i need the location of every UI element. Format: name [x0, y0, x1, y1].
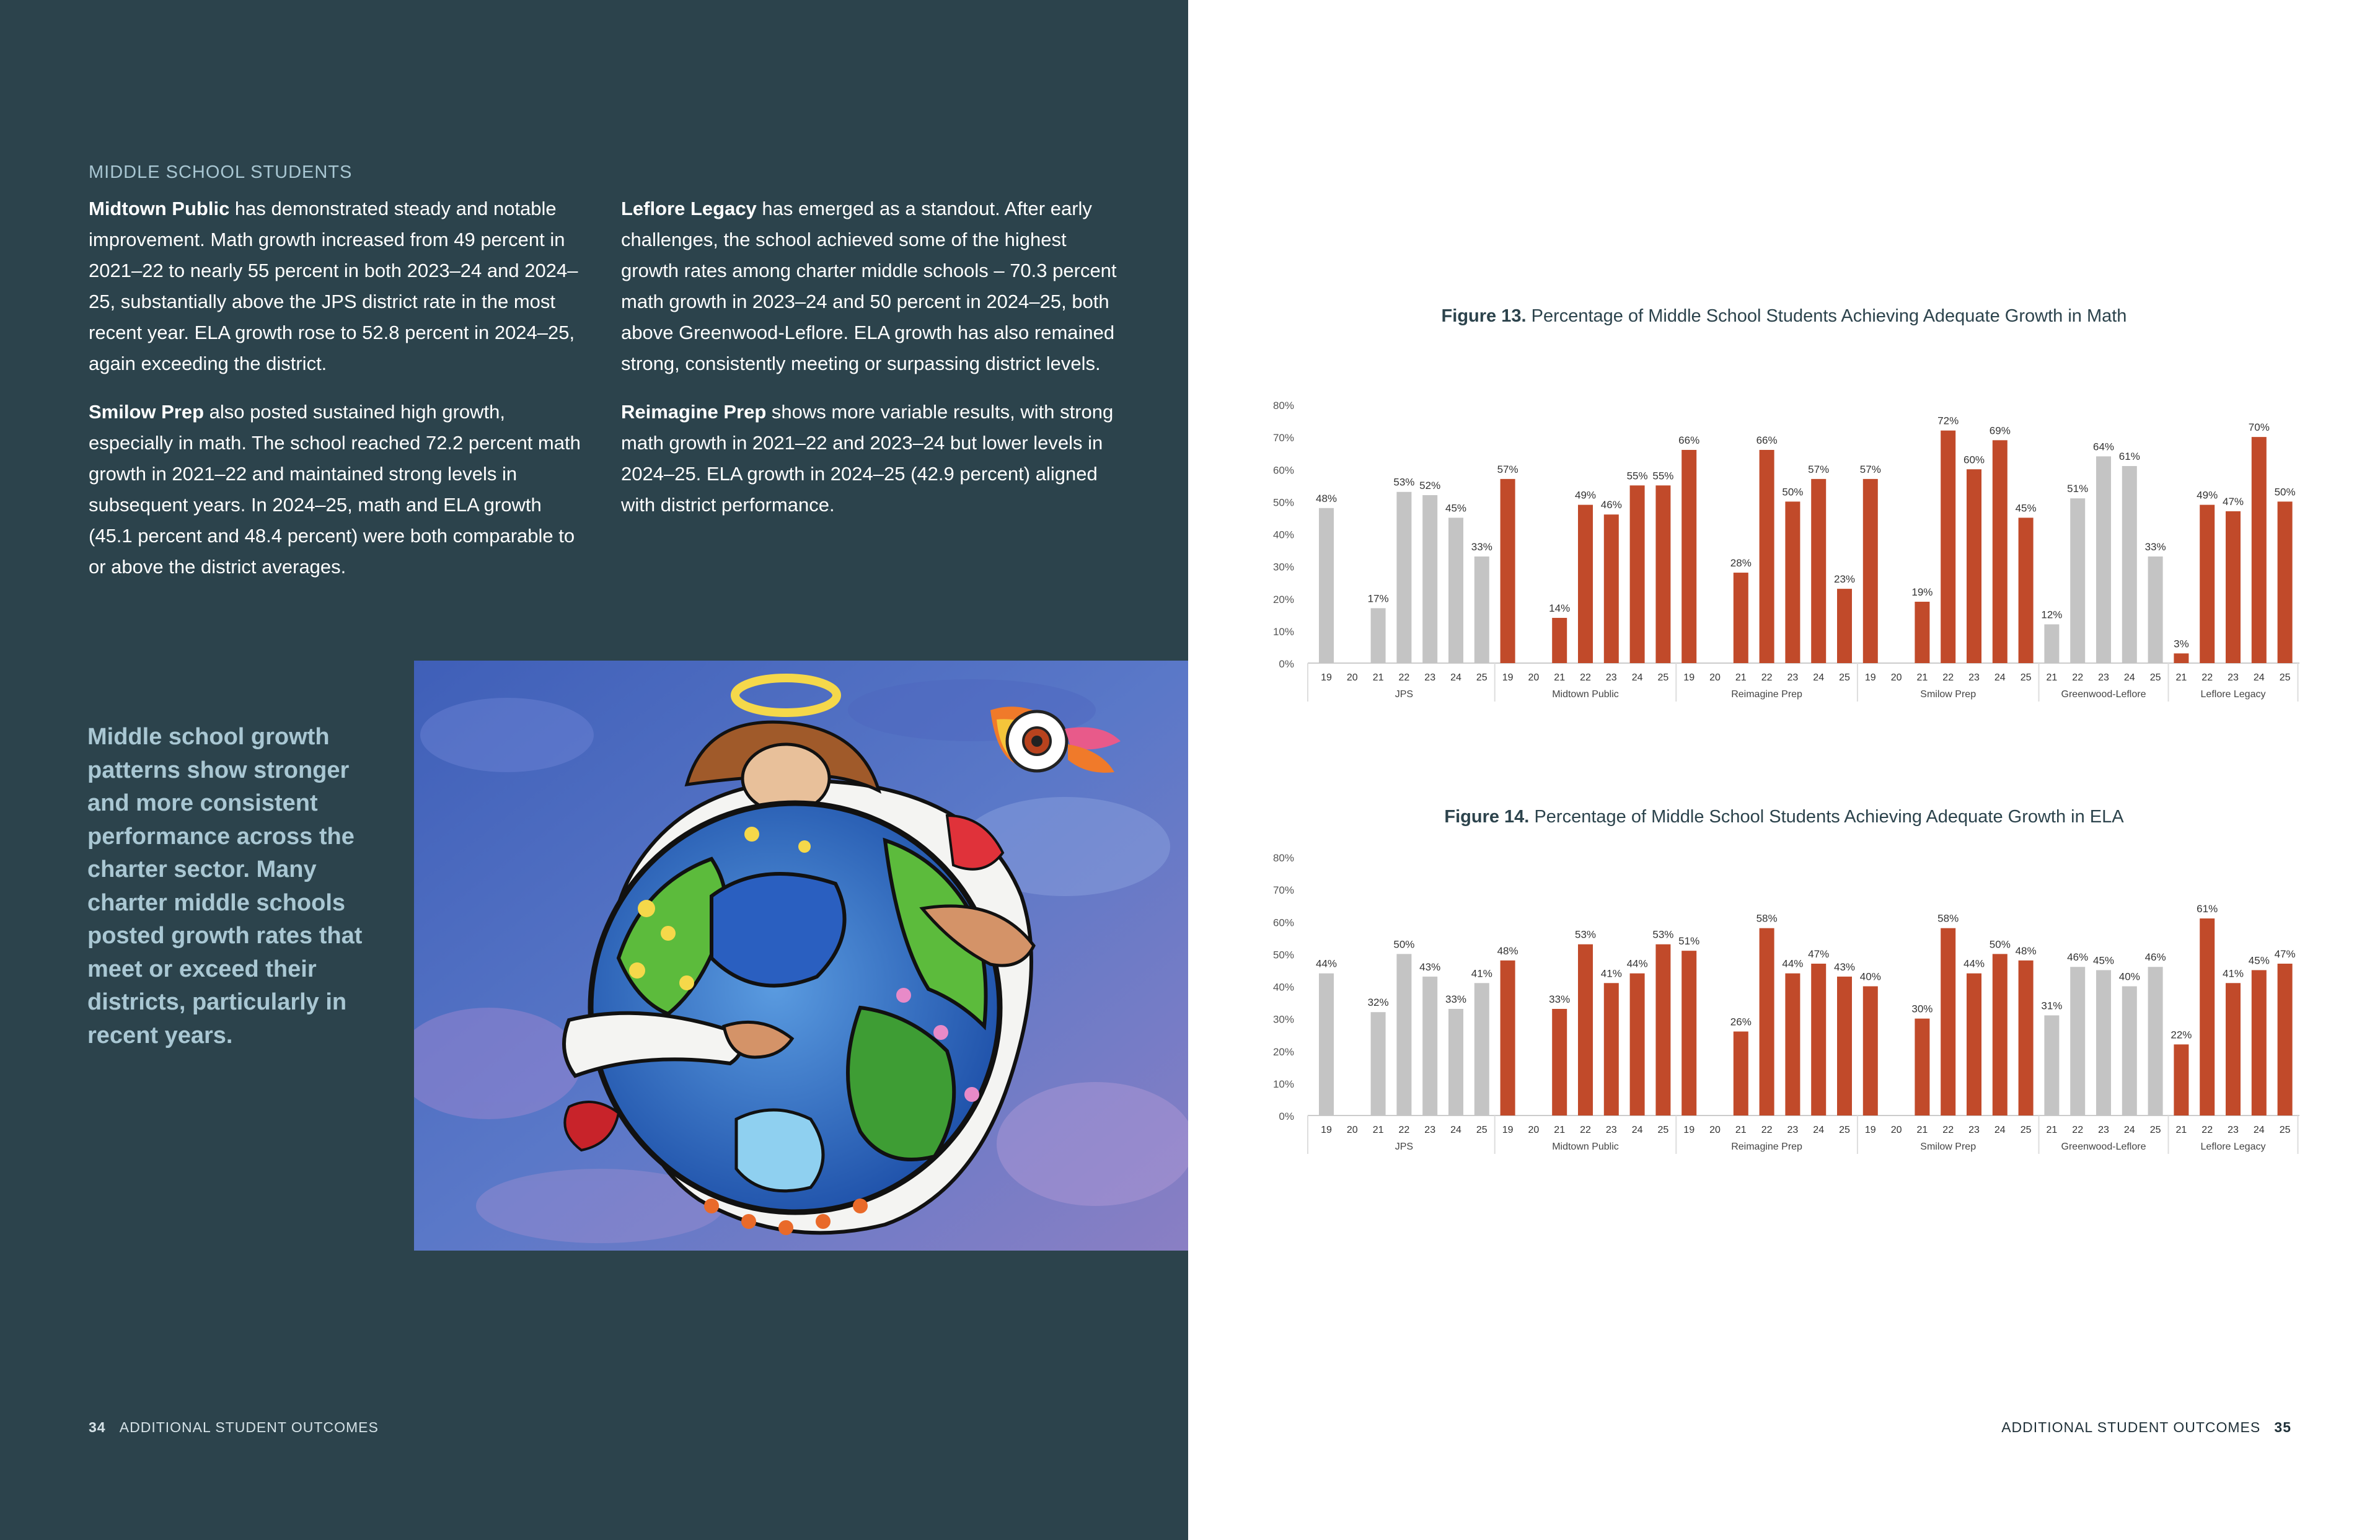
- y-tick-label: 40%: [1272, 529, 1294, 541]
- y-tick-label: 20%: [1272, 1045, 1294, 1058]
- x-tick-label: 21: [1372, 672, 1384, 683]
- x-tick-label: 24: [1994, 672, 2006, 683]
- text-column-right: [621, 193, 1117, 538]
- footer-left: [89, 1419, 379, 1436]
- bar: [1655, 944, 1670, 1115]
- x-tick-label: 20: [1890, 672, 1902, 683]
- bar: [1422, 495, 1437, 663]
- x-tick-label: 22: [2202, 672, 2213, 683]
- x-tick-label: 24: [1450, 672, 1461, 683]
- school-name: Reimagine Prep: [621, 401, 767, 423]
- y-tick-label: 40%: [1272, 981, 1294, 993]
- bar: [2122, 987, 2137, 1116]
- data-label: 33%: [1549, 993, 1571, 1005]
- data-label: 44%: [1626, 957, 1648, 970]
- paragraph-midtown: [89, 193, 584, 379]
- x-tick-label: 23: [1605, 1125, 1617, 1135]
- bar: [1422, 977, 1437, 1115]
- school-name: Leflore Legacy: [621, 198, 757, 219]
- paragraph-smilow: [89, 397, 584, 583]
- bar: [2252, 437, 2267, 663]
- data-label: 45%: [2092, 954, 2115, 967]
- group-label: JPS: [1395, 1142, 1414, 1152]
- data-label: 61%: [2197, 903, 2218, 915]
- x-tick-label: 25: [1657, 1125, 1669, 1135]
- data-label: 3%: [2174, 638, 2189, 650]
- x-tick-label: 19: [1321, 672, 1332, 683]
- data-label: 72%: [1937, 415, 1959, 427]
- data-label: 32%: [1367, 997, 1389, 1009]
- bar: [1941, 928, 1955, 1115]
- data-label: 45%: [2015, 502, 2037, 514]
- data-label: 53%: [1574, 928, 1597, 941]
- y-tick-label: 70%: [1272, 432, 1294, 444]
- paragraph-reimagine: [621, 397, 1117, 521]
- data-label: 45%: [2248, 954, 2270, 967]
- bar: [2278, 964, 2293, 1115]
- data-label: 61%: [2118, 451, 2140, 463]
- x-tick-label: 20: [1709, 1125, 1721, 1135]
- data-label: 33%: [2144, 540, 2166, 553]
- x-tick-label: 24: [2253, 672, 2265, 683]
- data-label: 64%: [2092, 441, 2115, 453]
- bar: [2174, 653, 2188, 663]
- ocean-light: [736, 1110, 823, 1191]
- bar: [1681, 450, 1696, 663]
- x-tick-label: 21: [2175, 672, 2187, 683]
- data-label: 55%: [1652, 470, 1674, 482]
- data-label: 47%: [2274, 948, 2296, 961]
- group-label: Midtown Public: [1552, 689, 1619, 700]
- bar: [1371, 1012, 1386, 1115]
- x-tick-label: 21: [1916, 1125, 1928, 1135]
- x-tick-label: 21: [1554, 672, 1566, 683]
- data-label: 44%: [1315, 957, 1338, 970]
- x-tick-label: 19: [1683, 672, 1695, 683]
- x-tick-label: 25: [1476, 672, 1488, 683]
- bar: [1837, 589, 1852, 663]
- bar: [1319, 974, 1334, 1115]
- bar: [2226, 511, 2241, 663]
- data-label: 17%: [1367, 592, 1389, 605]
- x-tick-label: 19: [1502, 1125, 1514, 1135]
- paragraph-leflore: [621, 193, 1117, 379]
- data-label: 46%: [2067, 951, 2089, 964]
- bar: [2096, 456, 2111, 663]
- bar: [2174, 1044, 2188, 1115]
- data-label: 33%: [1445, 993, 1467, 1005]
- x-tick-label: 22: [1580, 672, 1591, 683]
- x-tick-label: 25: [1476, 1125, 1488, 1135]
- school-name: Midtown Public: [89, 198, 230, 219]
- data-label: 48%: [1497, 944, 1518, 957]
- left-page: [0, 0, 1188, 1540]
- x-tick-label: 23: [1968, 672, 1980, 683]
- bar: [1655, 485, 1670, 663]
- y-tick-label: 50%: [1272, 496, 1294, 509]
- x-tick-label: 23: [2228, 1125, 2239, 1135]
- group-label: Greenwood-Leflore: [2061, 689, 2146, 700]
- y-tick-label: 0%: [1279, 658, 1294, 670]
- x-tick-label: 23: [1605, 672, 1617, 683]
- x-tick-label: 23: [2098, 672, 2109, 683]
- group-label: Smilow Prep: [1920, 1142, 1977, 1152]
- y-tick-label: 30%: [1272, 561, 1294, 573]
- bar: [2252, 970, 2267, 1115]
- y-tick-label: 60%: [1272, 917, 1294, 929]
- bar: [2096, 970, 2111, 1115]
- x-tick-label: 22: [1942, 1125, 1954, 1135]
- data-label: 22%: [2171, 1029, 2192, 1041]
- bar: [2200, 505, 2215, 663]
- data-label: 48%: [1315, 492, 1338, 504]
- x-tick-label: 24: [1450, 1125, 1461, 1135]
- data-label: 48%: [2015, 944, 2037, 957]
- bar: [1448, 517, 1463, 663]
- x-tick-label: 23: [1787, 672, 1799, 683]
- data-label: 49%: [2197, 489, 2218, 501]
- x-tick-label: 23: [1424, 672, 1436, 683]
- bar: [1604, 983, 1619, 1115]
- x-tick-label: 23: [1787, 1125, 1799, 1135]
- bar: [1837, 977, 1852, 1115]
- paragraph-text: also posted sustained high growth, especially in math. The school reached 72.2 percent math growth in 2021–22 and maintained strong levels in subsequent years. In 2024–25, math and ELA growth (45.1 percent and 48.4 percent) were both comparable to or above the district averages.: [89, 401, 581, 578]
- data-label: 14%: [1549, 602, 1571, 615]
- bar: [1863, 987, 1878, 1116]
- x-tick-label: 19: [1321, 1125, 1332, 1135]
- figure-label: Figure 14.: [1444, 807, 1530, 827]
- bar: [2148, 967, 2163, 1115]
- x-tick-label: 25: [2020, 672, 2032, 683]
- figure-label: Figure 13.: [1441, 306, 1527, 326]
- x-tick-label: 22: [1398, 1125, 1410, 1135]
- ela-growth-chart: [1264, 846, 2306, 1156]
- data-label: 57%: [1859, 463, 1881, 475]
- data-label: 47%: [1808, 948, 1830, 961]
- section-heading: MIDDLE SCHOOL STUDENTS: [89, 162, 353, 182]
- bar: [1578, 944, 1593, 1115]
- x-tick-label: 21: [2046, 1125, 2058, 1135]
- data-label: 28%: [1730, 557, 1752, 570]
- data-label: 55%: [1626, 470, 1648, 482]
- bar: [1552, 1009, 1567, 1115]
- group-label: Reimagine Prep: [1731, 689, 1802, 700]
- group-label: Greenwood-Leflore: [2061, 1142, 2146, 1152]
- bar: [2019, 517, 2034, 663]
- data-label: 46%: [1600, 499, 1622, 511]
- bar: [1681, 951, 1696, 1115]
- bar: [1474, 983, 1489, 1115]
- data-label: 43%: [1833, 961, 1856, 973]
- paragraph-text: has demonstrated steady and notable improvement. Math growth increased from 49 percent in 2021–22 to nearly 55 percent in both 2023–24 and 2024–25, substantially above the JPS district rate in the most recent year. ELA growth rose to 52.8 percent in 2024–25, again exceeding the district.: [89, 198, 578, 374]
- bar: [2226, 983, 2241, 1115]
- data-label: 50%: [1989, 938, 2011, 951]
- x-tick-label: 19: [1864, 672, 1876, 683]
- x-tick-label: 21: [2046, 672, 2058, 683]
- data-label: 46%: [2144, 951, 2166, 964]
- data-label: 70%: [2248, 421, 2270, 434]
- data-label: 41%: [2222, 967, 2244, 980]
- y-tick-label: 80%: [1272, 852, 1294, 864]
- x-tick-label: 20: [1528, 672, 1540, 683]
- group-label: JPS: [1395, 689, 1414, 700]
- figure-title-text: Percentage of Middle School Students Achieving Adequate Growth in ELA: [1534, 807, 2124, 827]
- bar: [1993, 954, 2008, 1115]
- pullquote: Middle school growth patterns show stronger and more consistent performance across the charter sector. Many charter middle schools posted growth rates that meet or exceed their districts, particularly in recent years.: [87, 724, 363, 1049]
- y-tick-label: 10%: [1272, 1078, 1294, 1090]
- data-label: 19%: [1911, 586, 1933, 598]
- x-tick-label: 21: [1916, 672, 1928, 683]
- data-label: 60%: [1963, 454, 1985, 466]
- data-label: 45%: [1445, 502, 1467, 514]
- bar: [1448, 1009, 1463, 1115]
- right-page: [1188, 0, 2380, 1540]
- data-label: 66%: [1756, 434, 1778, 446]
- x-tick-label: 21: [1372, 1125, 1384, 1135]
- bar: [2044, 624, 2059, 663]
- data-label: 43%: [1419, 961, 1441, 973]
- bar: [1319, 508, 1334, 663]
- x-tick-label: 24: [2123, 1125, 2135, 1135]
- x-tick-label: 19: [1502, 672, 1514, 683]
- bar: [1915, 602, 1929, 663]
- x-tick-label: 22: [1761, 1125, 1773, 1135]
- figure-13-chart: [1264, 394, 2306, 706]
- page-number: 34: [89, 1419, 106, 1435]
- x-tick-label: 25: [2020, 1125, 2032, 1135]
- y-tick-label: 0%: [1279, 1111, 1294, 1122]
- data-label: 30%: [1911, 1003, 1933, 1015]
- page-number: 35: [2274, 1419, 2291, 1435]
- bar: [1760, 928, 1774, 1115]
- x-tick-label: 25: [2279, 1125, 2291, 1135]
- x-tick-label: 24: [2253, 1125, 2265, 1135]
- y-tick-label: 10%: [1272, 625, 1294, 638]
- figure-14-chart: [1264, 846, 2306, 1159]
- data-label: 52%: [1419, 479, 1441, 491]
- x-tick-label: 20: [1346, 1125, 1358, 1135]
- ocean-dark: [712, 874, 845, 986]
- bar: [1967, 469, 1981, 663]
- paragraph-text: has emerged as a standout. After early challenges, the school achieved some of the highest growth rates among charter middle schools – 70.3 percent math growth in 2023–24 and 50 percent in 2024–25, both above Greenwood-Leflore. ELA growth has also remained strong, consistently meeting or surpassing district levels.: [621, 198, 1117, 374]
- data-label: 12%: [2041, 609, 2063, 621]
- bar: [1734, 1031, 1748, 1115]
- data-label: 57%: [1497, 463, 1518, 475]
- group-label: Midtown Public: [1552, 1142, 1619, 1152]
- school-name: Smilow Prep: [89, 401, 205, 423]
- x-tick-label: 25: [2149, 672, 2161, 683]
- y-tick-label: 80%: [1272, 400, 1294, 411]
- bar: [2070, 498, 2085, 663]
- data-label: 33%: [1471, 540, 1492, 553]
- x-tick-label: 24: [1994, 1125, 2006, 1135]
- bar: [1501, 961, 1515, 1115]
- x-tick-label: 20: [1346, 672, 1358, 683]
- group-label: Leflore Legacy: [2200, 689, 2266, 700]
- bar: [1604, 514, 1619, 663]
- x-tick-label: 22: [1580, 1125, 1591, 1135]
- y-tick-label: 30%: [1272, 1013, 1294, 1026]
- bar: [1578, 505, 1593, 663]
- x-tick-label: 24: [2123, 672, 2135, 683]
- bar: [1396, 492, 1411, 663]
- x-tick-label: 24: [1813, 1125, 1825, 1135]
- bar: [2019, 961, 2034, 1115]
- x-tick-label: 20: [1528, 1125, 1540, 1135]
- x-tick-label: 25: [2149, 1125, 2161, 1135]
- x-tick-label: 25: [2279, 672, 2291, 683]
- x-tick-label: 22: [2072, 672, 2084, 683]
- bar: [1811, 964, 1826, 1115]
- data-label: 57%: [1808, 463, 1830, 475]
- data-label: 58%: [1937, 912, 1959, 925]
- data-label: 23%: [1833, 573, 1856, 586]
- x-tick-label: 21: [1554, 1125, 1566, 1135]
- bar: [1967, 974, 1981, 1115]
- y-tick-label: 20%: [1272, 593, 1294, 605]
- x-tick-label: 22: [1761, 672, 1773, 683]
- bar: [2070, 967, 2085, 1115]
- data-label: 51%: [2067, 483, 2089, 495]
- data-label: 50%: [1393, 938, 1415, 951]
- figure-13-title: [1188, 306, 2380, 327]
- data-label: 44%: [1782, 957, 1804, 970]
- x-tick-label: 22: [2072, 1125, 2084, 1135]
- x-tick-label: 25: [1657, 672, 1669, 683]
- earth-hug-drawing: [414, 661, 1188, 1251]
- data-label: 66%: [1678, 434, 1700, 446]
- group-label: Smilow Prep: [1920, 689, 1977, 700]
- bar: [1760, 450, 1774, 663]
- figure-14-title: [1188, 807, 2380, 827]
- y-tick-label: 60%: [1272, 464, 1294, 477]
- x-tick-label: 22: [1942, 672, 1954, 683]
- x-tick-label: 23: [1968, 1125, 1980, 1135]
- data-label: 49%: [1574, 489, 1597, 501]
- x-tick-label: 21: [2175, 1125, 2187, 1135]
- x-tick-label: 25: [1839, 672, 1850, 683]
- group-label: Leflore Legacy: [2200, 1142, 2266, 1152]
- x-tick-label: 25: [1839, 1125, 1850, 1135]
- bar: [1785, 501, 1800, 663]
- bar: [1734, 573, 1748, 663]
- x-tick-label: 22: [2202, 1125, 2213, 1135]
- y-tick-label: 70%: [1272, 884, 1294, 897]
- bar: [1501, 479, 1515, 663]
- footer-label: ADDITIONAL STUDENT OUTCOMES: [2001, 1419, 2261, 1435]
- bar: [1863, 479, 1878, 663]
- bar: [1371, 608, 1386, 663]
- bar: [2122, 466, 2137, 663]
- data-label: 47%: [2222, 496, 2244, 508]
- bar: [2278, 501, 2293, 663]
- bar: [1474, 557, 1489, 663]
- data-label: 50%: [2274, 486, 2296, 498]
- bar: [1915, 1019, 1929, 1115]
- x-tick-label: 22: [1398, 672, 1410, 683]
- data-label: 40%: [2118, 970, 2140, 983]
- data-label: 31%: [2041, 1000, 2063, 1012]
- x-tick-label: 20: [1709, 672, 1721, 683]
- bar: [1993, 440, 2008, 663]
- data-label: 41%: [1471, 967, 1492, 980]
- bar: [1941, 431, 1955, 663]
- group-label: Reimagine Prep: [1731, 1142, 1802, 1152]
- y-tick-label: 50%: [1272, 949, 1294, 961]
- x-tick-label: 20: [1890, 1125, 1902, 1135]
- footer-right: [2001, 1419, 2291, 1436]
- x-tick-label: 19: [1864, 1125, 1876, 1135]
- bar: [2044, 1015, 2059, 1115]
- x-tick-label: 24: [1631, 1125, 1643, 1135]
- data-label: 53%: [1393, 476, 1415, 488]
- bar: [1785, 974, 1800, 1115]
- x-tick-label: 23: [2098, 1125, 2109, 1135]
- bar: [1396, 954, 1411, 1115]
- footer-label: ADDITIONAL STUDENT OUTCOMES: [119, 1419, 379, 1435]
- x-tick-label: 19: [1683, 1125, 1695, 1135]
- data-label: 58%: [1756, 912, 1778, 925]
- x-tick-label: 24: [1631, 672, 1643, 683]
- x-tick-label: 23: [2228, 672, 2239, 683]
- bar: [1630, 485, 1645, 663]
- bar: [2200, 918, 2215, 1115]
- data-label: 69%: [1989, 425, 2011, 437]
- paragraph-text: shows more variable results, with strong math growth in 2021–22 and 2023–24 but lower levels in 2024–25. ELA growth in 2024–25 (42.9 percent) aligned with district performance.: [621, 401, 1114, 516]
- data-label: 50%: [1782, 486, 1804, 498]
- x-tick-label: 21: [1735, 672, 1747, 683]
- math-growth-chart: [1264, 394, 2306, 703]
- bar: [1811, 479, 1826, 663]
- bar: [1630, 974, 1645, 1115]
- bar: [2148, 557, 2163, 663]
- x-tick-label: 21: [1735, 1125, 1747, 1135]
- data-label: 41%: [1600, 967, 1622, 980]
- x-tick-label: 24: [1813, 672, 1825, 683]
- bar: [1552, 618, 1567, 663]
- data-label: 44%: [1963, 957, 1985, 970]
- text-column-left: [89, 193, 584, 600]
- data-label: 26%: [1730, 1016, 1752, 1028]
- data-label: 40%: [1859, 970, 1881, 983]
- x-tick-label: 23: [1424, 1125, 1436, 1135]
- data-label: 51%: [1678, 935, 1700, 948]
- data-label: 53%: [1652, 928, 1674, 941]
- student-artwork: [414, 661, 1188, 1251]
- figure-title-text: Percentage of Middle School Students Achieving Adequate Growth in Math: [1531, 306, 2127, 326]
